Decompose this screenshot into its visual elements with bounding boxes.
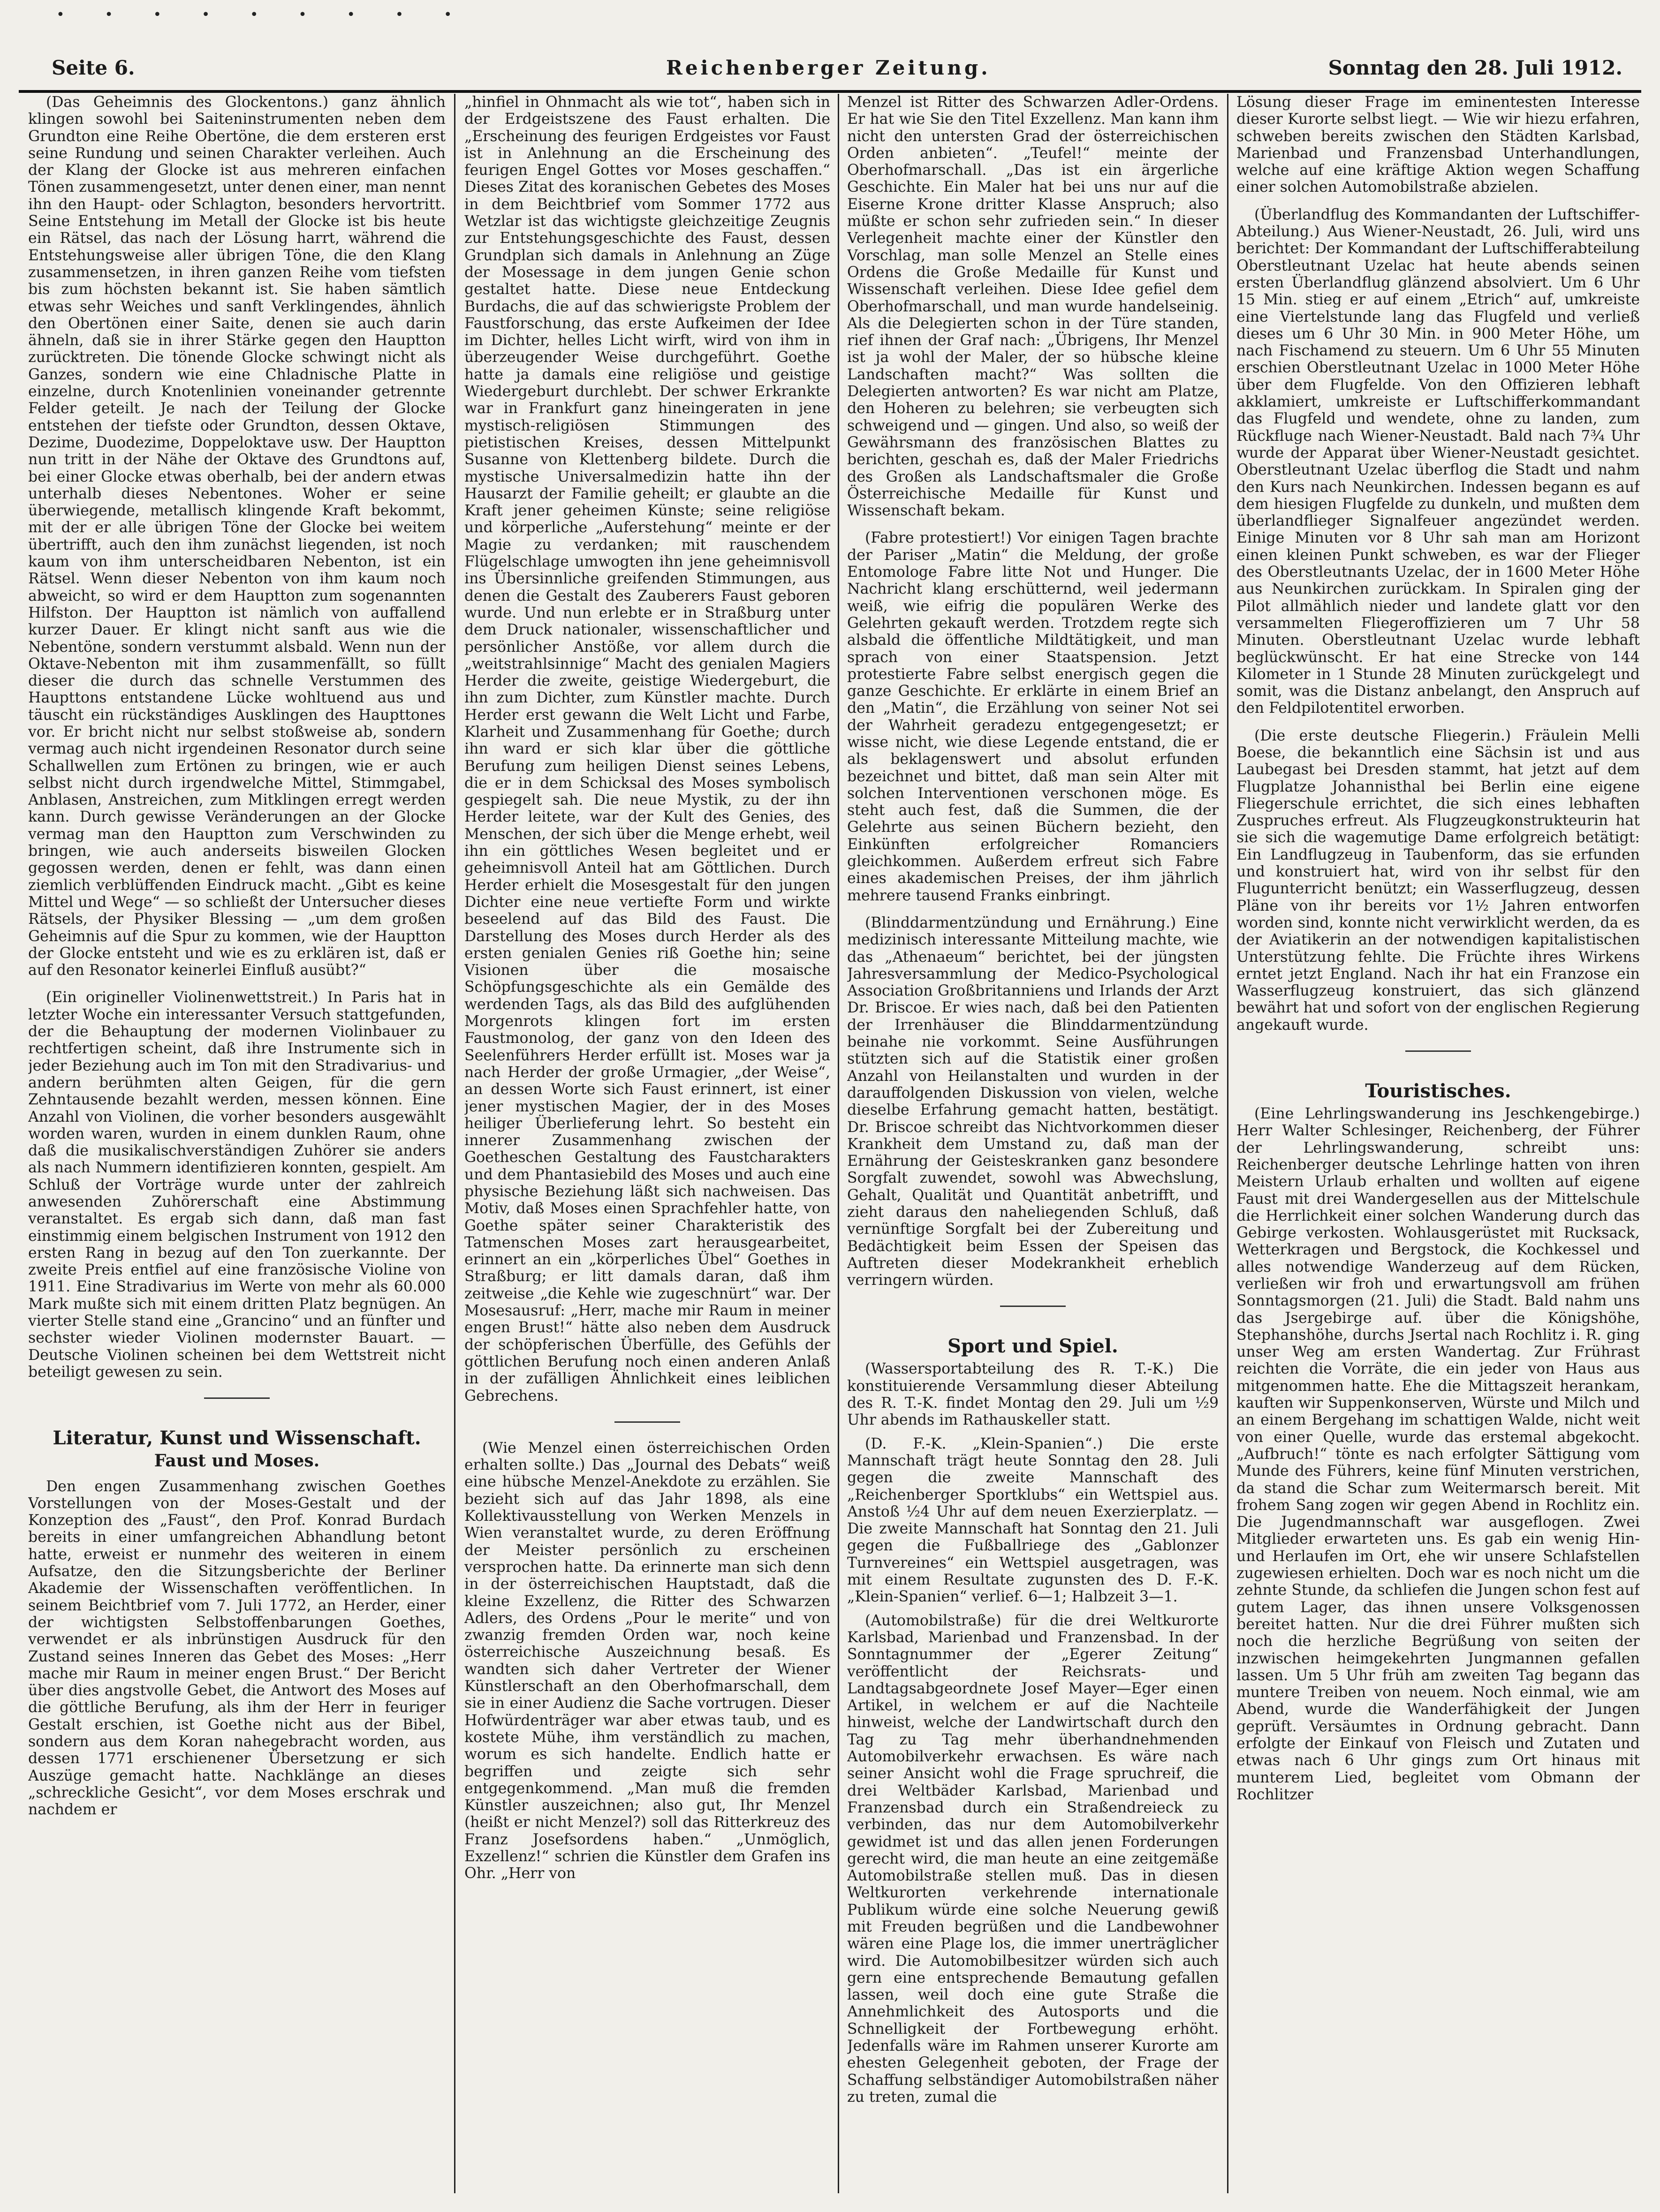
article-ueberlandflug: (Überlandflug des Kommandanten der Luftschiffer-Abteilung.) Aus Wiener-Neustadt, 26. Juli, wird uns berichtet: Der Kommandant der Luftschifferabteilung Oberstleutnant Uzelac hat heute abends seinen ersten Überlandflug glänzend absolviert. Um 6 Uhr 15 Min. stieg er auf einem „Etrich“ auf, umkreiste eine Viertelstunde lang das Flugfeld und verließ dieses um 6 Uhr 30 Min. in 900 Meter Höhe, um nach Fischamend zu steuern. Um 6 Uhr 55 Minuten erschien Oberstleutnant Uzelac in 1000 Meter Höhe über dem Flugfelde. Von den Offizieren lebhaft akklamiert, umkreiste er Luftschifferkommandant das Flugfeld und wendete, ohne zu landen, zum Rückfluge nach Wiener-Neustadt. Bald nach 7¾ Uhr wurde der Apparat über Wiener-Neustadt gesichtet. Oberstleutnant Uzelac überflog die Stadt und nahm den Kurs nach Neunkirchen. Indessen begann es auf dem hiesigen Flugfelde zu dunkeln, und mußten dem überlandflieger Signalfeuer angezündet werden. Einige Minuten vor 8 Uhr sah man am Horizont einen kleinen Punkt schweben, es war der Flieger des Oberstleutnants Uzelac, der in 1600 Meter Höhe aus Neunkirchen zurückkam. In Spiralen ging der Pilot allmählich nieder und landete glatt vor den versammelten Fliegeroffizieren um 7 Uhr 58 Minuten. Oberstleutnant Uzelac wurde lebhaft beglückwünscht. Er hat eine Strecke von 144 Kilometer in 1 Stunde 28 Minuten zurückgelegt und somit, was die Distanz anbelangt, den Anspruch auf den Feldpilotentitel erworben. bbox=[1236, 206, 1640, 717]
article-glockenton: (Das Geheimnis des Glockentons.) ganz ähnlich klingen sowohl bei Saiteninstrumenten neben dem Grundton eine Reihe Obertöne, die dem ersteren erst seine Rundung und seinen Charakter verleihen. Auch der Klang der Glocke ist aus mehreren einfachen Tönen zusammengesetzt, unter denen einer, man nennt ihn den Haupt- oder Schlagton, besonders hervortritt. Seine Entstehung im Metall der Glocke ist bis heute ein Rätsel, das nach der Lösung harrt, während die Entstehungsweise aller übrigen Töne, die den Klang zusammensetzen, in ihren ganzen Reihe vom tiefsten bis zum höchsten bekannt ist. Sie haben sämtlich etwas sehr Weiches und sanft Verklingendes, ähnlich den Obertönen einer Saite, denen sie auch darin ähneln, daß sie in ihrer Stärke gegen den Hauptton zurücktreten. Die tönende Glocke schwingt nicht als Ganzes, sondern wie eine Chladnische Platte in einzelne, durch Knotenlinien voneinander getrennte Felder geteilt. Je nach der Teilung der Glocke entstehen der tiefste oder Grundton, dessen Oktave, Dezime, Duodezime, Doppeloktave usw. Der Hauptton nun tritt in der Nähe der Oktave des Grundtons auf, bei einer Glocke etwas oberhalb, bei der andern etwas unterhalb dieses Nebentones. Woher er seine überwiegende, metallisch klingende Kraft bekommt, mit der er alle übrigen Töne der Glocke bei weitem übertrifft, auch den ihm zunächst liegenden, ist noch kaum von ihm unterscheidbaren Nebenton, ist ein Rätsel. Wenn dieser Nebenton von ihm kaum noch abweicht, so wird er dem Hauptton zum sogenannten Hilfston. Der Hauptton ist nämlich von auffallend kurzer Dauer. Er klingt nicht sanft aus wie die Nebentöne, sondern verstummt alsbald. Wenn nun der Oktave-Nebenton mit ihm zusammenfällt, so füllt dieser die durch das schnelle Verstummen des Haupttons entstandene Lücke wohltuend aus und täuscht ein rückständiges Ausklingen des Haupttones vor. Er bricht nicht nur selbst stoßweise ab, sondern vermag auch nicht irgendeinen Resonator durch seine Schallwellen zum Ertönen zu bringen, wie er auch selbst nicht durch irgendwelche Mittel, Stimmgabel, Anblasen, Anstreichen, zum Mitklingen erregt werden kann. Durch gewisse Veränderungen an der Glocke vermag man den Hauptton zum Verschwinden zu bringen, wie auch anderseits bisweilen Glocken gegossen werden, denen er fehlt, was dann einen ziemlich verblüffenden Eindruck macht. „Gibt es keine Mittel und Wege“ — so schließt der Untersucher dieses Rätsels, der Physiker Blessing — „um dem großen Geheimnis auf die Spur zu kommen, wie der Hauptton der Glocke entsteht und wie es zu erklären ist, daß er auf den Resonator keinerlei Einfluß ausübt?“ bbox=[28, 94, 446, 979]
article-klein-spanien: (D. F.-K. „Klein-Spanien“.) Die erste Mannschaft trägt heute Sonntag den 28. Juli gegen die zweite Mannschaft des „Reichenberger Sportklubs“ ein Wettspiel aus. Anstoß ½4 Uhr auf dem neuen Exerzierplatz. — Die zweite Mannschaft hat Sonntag den 21. Juli gegen die Fußballriege des „Gablonzer Turnvereines“ ein Wettspiel ausgetragen, was mit einem Resultate zugunsten des D. F.-K. „Klein-Spanien“ verlief. 6—1; Halbzeit 3—1. bbox=[847, 1435, 1219, 1606]
top-margin-dots: • • • • • • • • • bbox=[56, 7, 470, 23]
article-violinenwettstreit: (Ein origineller Violinenwettstreit.) In Paris hat in letzter Woche ein interessanter Versuch stattgefunden, der die Behauptung der modernen Violinbauer zu rechtfertigen scheint, daß ihre Instrumente sich in jeder Beziehung auch im Ton mit den Stradivarius- und andern berühmten alten Geigen, für die gern Zehntausende bezahlt werden, messen können. Eine Anzahl von Violinen, die vorher besonders ausgewählt worden waren, wurden in einem dunklen Raum, ohne daß die musikalischverständigen Zuhörer sie anders als nach Nummern identifizieren konnten, gespielt. Am Schluß der Vorträge wurde unter der zahlreich anwesenden Zuhörerschaft eine Abstimmung veranstaltet. Es ergab sich dann, daß man fast einstimmig einem belgischen Instrument von 1912 den ersten Rang in bezug auf den Ton zuerkannte. Der zweite Preis entfiel auf eine französische Violine von 1911. Eine Stradivarius im Werte von mehr als 60.000 Mark mußte sich mit einem dritten Platz begnügen. An vierter Stelle stand eine „Grancino“ und an fünfter und sechster wieder Violinen modernster Bauart. — Deutsche Violinen scheinen bei dem Wettstreit nicht beteiligt gewesen zu sein. bbox=[28, 989, 446, 1381]
article-lehrlingswanderung: (Eine Lehrlingswanderung ins Jeschkengebirge.) Herr Walter Schlesinger, Reichenberg, der Führer der Lehrlingswanderung, schreibt uns: Reichenberger deutsche Lehrlinge hatten von ihren Meistern Urlaub erhalten und wollten auf eigene Faust mit drei Wandergesellen aus der Mittelschule die Herrlichkeit einer solchen Wanderung durch das Gebirge verkosten. Wohlausgerüstet mit Rucksack, Wetterkragen und Bergstock, die Kochkessel und alles notwendige Wanderzeug auf dem Rücken, verließen wir froh und erwartungsvoll am frühen Sonntagsmorgen (21. Juli) die Stadt. Bald nahm uns das Jsergebirge auf. über die Königshöhe, Stephanshöhe, durchs Jsertal nach Rochlitz i. R. ging unser Weg am ersten Wandertag. Zur Frührast reichten die Vorräte, die ein jeder von Haus aus mitgenommen hatte. Ehe die Mittagszeit herankam, kauften wir Suppenkonserven, Würste und Milch und an einem Bergehang im schattigen Walde, nicht weit von einer Quelle, wurde das erstemal abgekocht. „Aufbruch!“ tönte es nach erfolgter Sättigung vom Munde des Führers, keine fünf Minuten verstrichen, da stand die Schar zum Weitermarsch bereit. Mit frohem Sang zogen wir gegen Abend in Rochlitz ein. Die Jugendmannschaft war ausgeflogen. Zwei Mitglieder erwarteten uns. Es gab ein wenig Hin- und Herlaufen im Ort, ehe wir unsere Schlafstellen zugewiesen erhielten. Doch war es noch nicht um die zehnte Stunde, da schliefen die Jungen schon fest auf gutem Lager, das ihnen unsere Volksgenossen bereitet hatten. Nur die drei Führer mußten sich noch die herzliche Begrüßung von seiten der inzwischen heimgekehrten Jungmannen gefallen lassen. Um 5 Uhr früh am zweiten Tag begann das muntere Treiben von neuem. Noch einmal, wie am Abend, wurde die Wanderfähigkeit der Jungen geprüft. Versäumtes in Ordnung gebracht. Dann erfolgte der Einkauf von Fleisch und Zutaten und etwas nach 6 Uhr gings zum Ort hinaus mit munterem Lied, begleitet vom Obmann der Rochlitzer bbox=[1236, 1105, 1640, 1803]
article-faust-moses-cont: „hinfiel in Ohnmacht als wie tot“, haben sich in der Erdgeistszene des Faust erhalten. Die „Erscheinung des feurigen Erdgeistes vor Faust ist in Anlehnung an die Erscheinung des feurigen Engel Gottes vor Moses geschaffen.“ Dieses Zitat des koranischen Gebetes des Moses in dem Beichtbrief vom Sommer 1772 aus Wetzlar ist das wichtigste gleichzeitige Zeugnis zur Entstehungsgeschichte des Faust, dessen Grundplan sich damals in Anlehnung an Züge der Mosessage in dem jungen Genie schon gestaltet hatte. Diese neue Entdeckung Burdachs, die auf das schwierigste Problem der Faustforschung, das erste Aufkeimen der Idee im Dichter, helles Licht wirft, wird von ihm in überzeugender Weise durchgeführt. Goethe hatte ja damals eine religiöse und geistige Wiedergeburt durchlebt. Der schwer Erkrankte war in Frankfurt ganz hineingeraten in jene mystisch-religiösen Stimmungen des pietistischen Kreises, dessen Mittelpunkt Susanne von Klettenberg bildete. Durch die mystische Universalmedizin hatte ihn der Hausarzt der Familie geheilt; er glaubte an die Kraft jener geheimen Künste; seine religiöse und körperliche „Auferstehung“ meinte er der Magie zu verdanken; mit rauschendem Flügelschlage umwogten ihn jene geheimnisvoll ins Übersinnliche greifenden Stimmungen, aus denen die Gestalt des Zauberers Faust geboren wurde. Und nun erlebte er in Straßburg unter dem Druck nationaler, wissenschaftlicher und persönlicher Anstöße, vor allem durch die „weitstrahlsinnige“ Macht des genialen Magiers Herder die zweite, geistige Wiedergeburt, die ihn zum Dichter, zum Künstler machte. Durch Herder erst gewann die Welt Licht und Farbe, Klarheit und Zusammenhang für Goethe; durch ihn ward er sich klar über die göttliche Berufung zum heiligen Dienst seines Lebens, die er in dem Schicksal des Moses symbolisch gespiegelt sah. Die neue Mystik, zu der ihn Herder leitete, war der Kult des Genies, des Menschen, der sich über die Menge erhebt, weil ihn ein göttliches Wesen begleitet und er geheimnisvoll Anteil hat am Göttlichen. Durch Herder erhielt die Mosesgestalt für den jungen Dichter eine neue vertiefte Form und wirkte beseelend auf das Bild des Faust. Die Darstellung des Moses durch Herder als des ersten genialen Genies riß Goethe hin; seine Visionen über die mosaische Schöpfungsgeschichte als ein Gemälde des werdenden Tags, als das Bild des aufglühenden Morgenrots klingen fort im ersten Faustmonolog, der ganz von den Ideen des Seelenführers Herder erfüllt ist. Moses war ja nach Herder der große Urmagier, „der Weise“, an dessen Worte sich Faust erinnert, ist einer jener mystischen Magier, der in des Moses heiliger Überlieferung lehrt. So besteht ein innerer Zusammenhang zwischen der Goetheschen Gestaltung des Faustcharakters und dem Phantasiebild des Moses und auch eine physische Beziehung läßt sich nachweisen. Das Motiv, daß Moses einen Sprachfehler hatte, von Goethe später seiner Charakteristik des Tatmenschen Moses zart herausgearbeitet, erinnert an ein „körperliches Übel“ Goethes in Straßburg; er litt damals daran, daß ihm zeitweise „die Kehle wie zugeschnürt“ war. Der Mosesausruf: „Herr, mache mir Raum in meiner engen Brust!“ hätte also neben dem Ausdruck der schöpferischen Überfülle, des Gefühls der göttlichen Berufung noch einen anderen Anlaß in der zufälligen Ähnlichkeit eines leiblichen Gebrechens. bbox=[464, 94, 830, 1404]
section-divider bbox=[204, 1397, 270, 1399]
issue-date: Sonntag den 28. Juli 1912. bbox=[1328, 56, 1622, 79]
article-menzel-orden: (Wie Menzel einen österreichischen Orden erhalten sollte.) Das „Journal des Debats“ weiß eine hübsche Menzel-Anekdote zu erzählen. Sie bezieht sich auf das Jahr 1898, als eine Kollektivausstellung von Werken Menzels in Wien veranstaltet wurde, zu deren Eröffnung der Meister persönlich zu erscheinen versprochen hatte. Da erinnerte man sich denn in der österreichischen Hauptstadt, daß die kleine Exzellenz, die Ritter des Schwarzen Adlers, des Ordens „Pour le merite“ und von zwanzig fremden Orden war, noch keine österreichische Auszeichnung besaß. Es wandten sich daher Vertreter der Wiener Künstlerschaft an den Oberhofmarschall, dem sie in einer Audienz die Sache vortrugen. Dieser Hofwürdenträger war aber etwas taub, und es kostete Mühe, ihm verständlich zu machen, worum es sich handelte. Endlich hatte er begriffen und zeigte sich sehr entgegenkommend. „Man muß die fremden Künstler auszeichnen; also gut, Ihr Menzel (heißt er nicht Menzel?) soll das Ritterkreuz des Franz Josefsordens haben.“ „Unmöglich, Exzellenz!“ schrien die Künstler dem Grafen ins Ohr. „Herr von bbox=[464, 1439, 830, 1882]
section-title-literatur: Literatur, Kunst und Wissenschaft. bbox=[53, 1427, 421, 1450]
column-3 bbox=[847, 94, 1219, 2193]
article-menzel-cont: Menzel ist Ritter des Schwarzen Adler-Ordens. Er hat wie Sie den Titel Exzellenz. Man kann ihm nicht den untersten Grad der österreichischen Orden anbieten“. „Teufel!“ meinte der Oberhofmarschall. „Das ist ein ärgerliche Geschichte. Ein Maler hat bei uns nur auf die Eiserne Krone dritter Klasse Anspruch; also müßte er schon sehr zufrieden sein.“ In dieser Verlegenheit machte einer der Künstler den Vorschlag, man solle Menzel an Stelle eines Ordens die Große Medaille für Kunst und Wissenschaft verleihen. Diese Idee gefiel dem Oberhofmarschall, und man wurde handelseinig. Als die Delegierten schon in der Türe standen, rief ihnen der Graf nach: „Übrigens, Ihr Menzel ist ja wohl der Maler, der so hübsche kleine Landschaften macht?“ Was sollten die Delegierten antworten? Es war nicht am Platze, den Hoheren zu belehren; sie verbeugten sich schweigend und — gingen. Und also, so weiß der Gewährsmann des französischen Blattes zu berichten, geschah es, daß der Maler Friedrichs des Großen als Landschaftsmaler die Große Österreichische Medaille für Kunst und Wissenschaft bekam. bbox=[847, 94, 1219, 520]
article-wassersport: (Wassersportabteilung des R. T.-K.) Die konstituierende Versammlung dieser Abteilung des R. T.-K. findet Montag den 29. Juli um ½9 Uhr abends im Rathauskeller statt. bbox=[847, 1360, 1219, 1429]
column-4 bbox=[1236, 94, 1640, 2193]
section-divider bbox=[614, 1421, 680, 1423]
column-divider bbox=[454, 94, 455, 2193]
section-title-touristisches: Touristisches. bbox=[1365, 1080, 1511, 1102]
article-fliegerin: (Die erste deutsche Fliegerin.) Fräulein Melli Boese, die bekanntlich eine Sächsin ist und aus Laubegast bei Dresden stammt, hat jetzt auf dem Flugplatze Johannisthal bei Berlin eine eigene Fliegerschule errichtet, die sich eines lebhaften Zuspruches erfreut. Als Flugzeugkonstrukteurin hat sie sich die wagemutige Dame erfolgreich betätigt: Ein Landflugzeug in Taubenform, das sie erfunden und konstruiert hat, wird von ihr selbst für den Flugunterricht benützt; ein Wasserflugzeug, dessen Pläne von ihr bereits vor 1½ Jahren entworfen worden sind, konnte nicht verwirklicht werden, da es der Aviatikerin an der notwendigen kapitalistischen Unterstützung fehlte. Die Früchte ihres Wirkens erntet jetzt England. Nach ihr hat ein Franzose ein Wasserflugzeug konstruiert, das sich glänzend bewährt hat und sofort von der englischen Regierung angekauft wurde. bbox=[1236, 727, 1640, 1034]
page-header bbox=[19, 56, 1641, 89]
page-number: Seite 6. bbox=[52, 56, 135, 79]
header-rule bbox=[19, 90, 1641, 93]
article-automobilstrasse-cont: Lösung dieser Frage im eminentesten Interesse dieser Kurorte selbst liegt. — Wie wir hiezu erfahren, schweben bereits zwischen den Städten Karlsbad, Marienbad und Franzensbad Unterhandlungen, welche auf eine kräftige Aktion wegen Schaffung einer solchen Automobilstraße abzielen. bbox=[1236, 94, 1640, 196]
section-subtitle-faust: Faust und Moses. bbox=[154, 1451, 320, 1471]
article-automobilstrasse: (Automobilstraße) für die drei Weltkurorte Karlsbad, Marienbad und Franzensbad. In der Sonntagnummer der „Egerer Zeitung“ veröffentlicht der Reichsrats- und Landtagsabgeordnete Josef Mayer—Eger einen Artikel, in welchem er auf die Nachteile hinweist, welche der Landwirtschaft durch den Tag zu Tag mehr überhandnehmenden Automobilverkehr erwachsen. Es wäre nach seiner Ansicht wohl die Frage spruchreif, die drei Weltbäder Karlsbad, Marienbad und Franzensbad durch ein Straßendreieck zu verbinden, das nur dem Automobilverkehr gewidmet ist und das allen jenen Forderungen gerecht wird, die man heute an eine zeitgemäße Automobilstraße stellen muß. Das in diesen Weltkurorten verkehrende internationale Publikum würde eine solche Neuerung gewiß mit Freuden begrüßen und die Landbewohner wären eine Plage los, die immer unerträglicher wird. Die Automobilbesitzer würden sich auch gern eine entsprechende Bemautung gefallen lassen, weil doch eine gute Straße die Annehmlichkeit des Autosports und die Schnelligkeit der Fortbewegung erhöht. Jedenfalls wäre im Rahmen unserer Kurorte am ehesten Gelegenheit geboten, der Frage der Schaffung selbständiger Automobilstraßen näher zu treten, zumal die bbox=[847, 1612, 1219, 2106]
column-divider bbox=[838, 94, 839, 2193]
section-divider bbox=[1405, 1050, 1471, 1052]
column-divider bbox=[1227, 94, 1228, 2193]
column-1 bbox=[28, 94, 446, 2193]
column-2 bbox=[464, 94, 830, 2193]
article-blinddarm: (Blinddarmentzündung und Ernährung.) Eine medizinisch interessante Mitteilung machte, wie das „Athenaeum“ berichtet, bei der jüngsten Jahresversammlung der Medico-Psychological Association Großbritanniens und Irlands der Arzt Dr. Briscoe. Er wies nach, daß bei den Patienten der Irrenhäuser die Blinddarmentzündung beinahe nie vorkommt. Seine Ausführungen stützten sich auf die Statistik einer großen Anzahl von Heilanstalten und wurden in der darauffolgenden Diskussion von vielen, welche dieselbe Erfahrung gemacht hatten, bestätigt. Dr. Briscoe schreibt das Nichtvorkommen dieser Krankheit dem Umstand zu, daß man der Ernährung der Geisteskranken ganz besondere Sorgfalt zuwendet, sowohl was Abwechslung, Gehalt, Qualität und Quantität anbetrifft, und zieht daraus den naheliegenden Schluß, daß vernünftige Sorgfalt bei der Zubereitung und Bedächtigkeit beim Essen der Speisen das Auftreten dieser Modekrankheit erheblich verringern würden. bbox=[847, 914, 1219, 1289]
masthead: Reichenberger Zeitung. bbox=[666, 56, 991, 79]
section-divider bbox=[1000, 1306, 1066, 1307]
section-title-sport: Sport und Spiel. bbox=[947, 1335, 1118, 1358]
article-fabre: (Fabre protestiert!) Vor einigen Tagen brachte der Pariser „Matin“ die Meldung, der große Entomologe Fabre litte Not und Hunger. Die Nachricht klang erschütternd, weil jedermann weiß, wie eifrig die populären Werke des Gelehrten gekauft werden. Trotzdem regte sich alsbald die öffentliche Mildtätigkeit, und man sprach von einer Staatspension. Jetzt protestierte Fabre selbst energisch gegen die ganze Geschichte. Er erklärte in einem Brief an den „Matin“, die Erzählung von seiner Not sei der Wahrheit geradezu entgegengesetzt; er wisse nicht, wie diese Legende entstand, die er als beklagenswert und absolut erfunden bezeichnet und bittet, daß man sein Alter mit solchen Interventionen verschonen möge. Es steht auch fest, daß die Summen, die der Gelehrte aus seinen Büchern bezieht, den Einkünften erfolgreicher Romanciers gleichkommen. Außerdem erfreut sich Fabre eines akademischen Preises, der ihm jährlich mehrere tausend Franks einbringt. bbox=[847, 529, 1219, 904]
article-faust-moses: Den engen Zusammenhang zwischen Goethes Vorstellungen von der Moses-Gestalt und der Konzeption des „Faust“, den Prof. Konrad Burdach bereits in einer umfangreichen Abhandlung betont hatte, erweist er nunmehr des weiteren in einem Aufsatze, den die Sitzungsberichte der Berliner Akademie der Wissenschaften veröffentlichen. In seinem Beichtbrief vom 7. Juli 1772, an Herder, einer der wichtigsten Selbstoffenbarungen Goethes, verwendet er als inbrünstigen Ausdruck für den Zustand seines Inneren das Gebet des Moses: „Herr mache mir Raum in meiner engen Brust.“ Der Bericht über dies angstvolle Gebet, die Antwort des Moses auf die göttliche Berufung, als ihm der Herr in feuriger Gestalt erschien, ist Goethe nicht aus der Bibel, sondern aus dem Koran nahegebracht worden, aus dessen 1771 erschienener Übersetzung er sich Auszüge gemacht hatte. Nachklänge an dieses „schreckliche Gesicht“, vor dem Moses erschrak und nachdem er bbox=[28, 1478, 446, 1819]
